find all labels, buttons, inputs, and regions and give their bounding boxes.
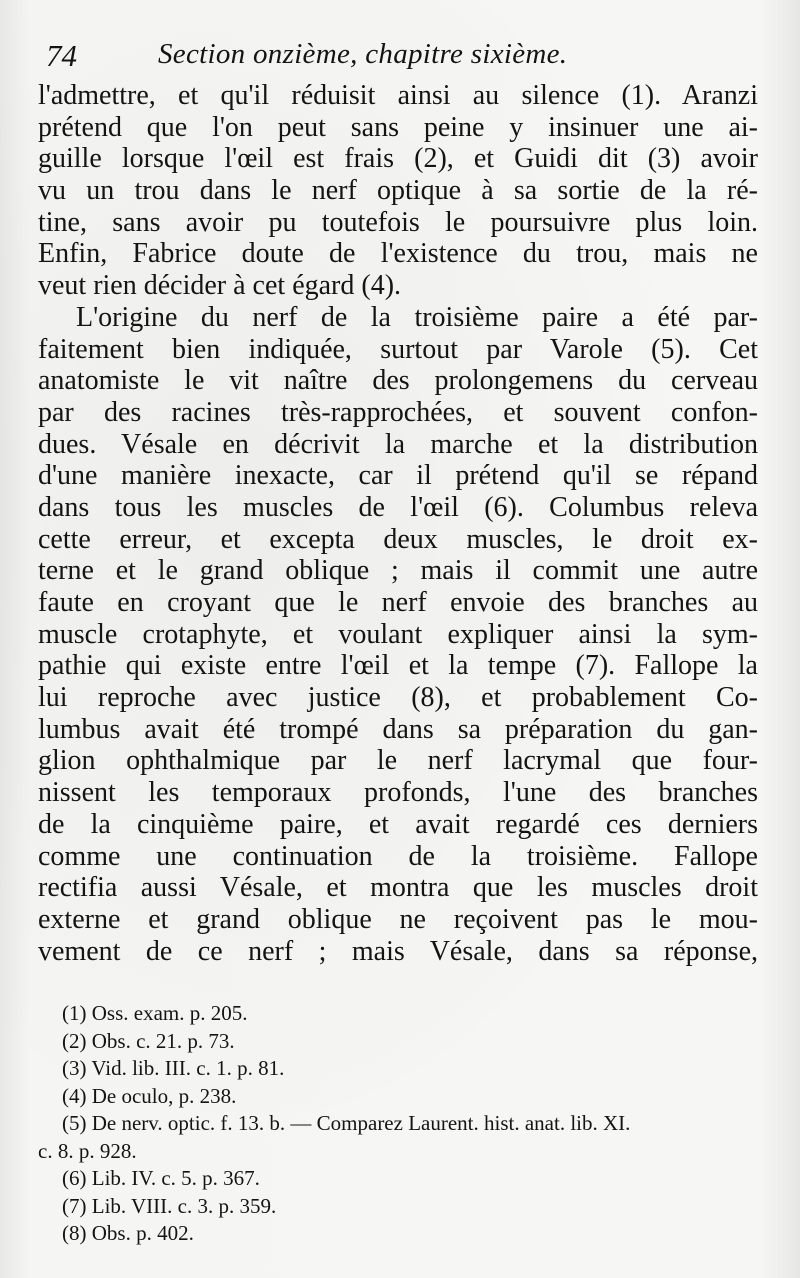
text-line: lumbus avait été trompé dans sa préparation du gan- — [38, 713, 758, 745]
footnote: (5) De nerv. optic. f. 13. b. — Comparez Laurent. hist. anat. lib. XI. — [62, 1111, 631, 1135]
text-line: lui reproche avec justice (8), et probablement Co- — [38, 682, 758, 714]
text-line: externe et grand oblique ne reçoivent pas le mou- — [38, 903, 758, 935]
footnote: (1) Oss. exam. p. 205. — [62, 1001, 248, 1025]
text-line: anatomiste le vit naître des prolongemens du cerveau — [38, 365, 758, 397]
text-line: dues. Vésale en décrivit la marche et la distribution — [38, 428, 758, 460]
footnote-continuation: c. 8. p. 928. — [38, 1138, 137, 1163]
text-line: veut rien décider à cet égard (4). — [38, 270, 402, 302]
text-line: l'admettre, et qu'il réduisit ainsi au silence (1). Aranzi — [38, 80, 758, 111]
footnote: (3) Vid. lib. III. c. 1. p. 81. — [62, 1056, 285, 1080]
text-line: faitement bien indiquée, surtout par Varole (5). Cet — [38, 333, 758, 365]
footnotes — [38, 1000, 758, 1248]
page-number: 74 — [46, 38, 77, 73]
text-line: vu un trou dans le nerf optique à sa sortie de la ré- — [38, 175, 758, 207]
text-line: tine, sans avoir pu toutefois le poursuivre plus loin. — [38, 206, 758, 238]
text-line: terne et le grand oblique ; mais il commit une autre — [38, 555, 758, 587]
text-line: nissent les temporaux profonds, l'une des branches — [38, 777, 758, 809]
text-line: prétend que l'on peut sans peine y insinuer une ai- — [38, 111, 758, 143]
text-line: de la cinquième paire, et avait regardé ces derniers — [38, 808, 758, 840]
text-line: rectifia aussi Vésale, et montra que les muscles droit — [38, 872, 758, 904]
body-text — [38, 80, 758, 967]
text-line: pathie qui existe entre l'œil et la tempe (7). Fallope la — [38, 650, 758, 682]
footnote: (8) Obs. p. 402. — [62, 1221, 194, 1245]
text-line: comme une continuation de la troisième. Fallope — [38, 840, 758, 872]
footnote: (7) Lib. VIII. c. 3. p. 359. — [62, 1193, 277, 1218]
page-header — [46, 38, 766, 82]
footnote: (2) Obs. c. 21. p. 73. — [62, 1028, 235, 1053]
text-line: muscle crotaphyte, et voulant expliquer ainsi la sym- — [38, 618, 758, 650]
text-line: par des racines très-rapprochées, et souvent confon- — [38, 396, 758, 428]
footnote: (4) De oculo, p. 238. — [62, 1083, 237, 1108]
text-line: d'une manière inexacte, car il prétend qu'il se répand — [38, 460, 758, 492]
text-line: Enfin, Fabrice doute de l'existence du trou, mais ne — [38, 238, 758, 270]
footnote: (6) Lib. IV. c. 5. p. 367. — [62, 1166, 260, 1190]
text-line: glion ophthalmique par le nerf lacrymal que four- — [38, 745, 758, 777]
text-line: cette erreur, et excepta deux muscles, le droit ex- — [38, 523, 758, 555]
text-line: faute en croyant que le nerf envoie des branches au — [38, 587, 758, 618]
text-line: dans tous les muscles de l'œil (6). Columbus releva — [38, 491, 758, 523]
text-line: L'origine du nerf de la troisième paire a été par- — [76, 301, 758, 333]
text-line: guille lorsque l'œil est frais (2), et Guidi dit (3) avoir — [38, 143, 758, 175]
running-head: Section onzième, chapitre sixième. — [158, 38, 568, 70]
text-line: vement de ce nerf ; mais Vésale, dans sa réponse, — [38, 935, 758, 967]
